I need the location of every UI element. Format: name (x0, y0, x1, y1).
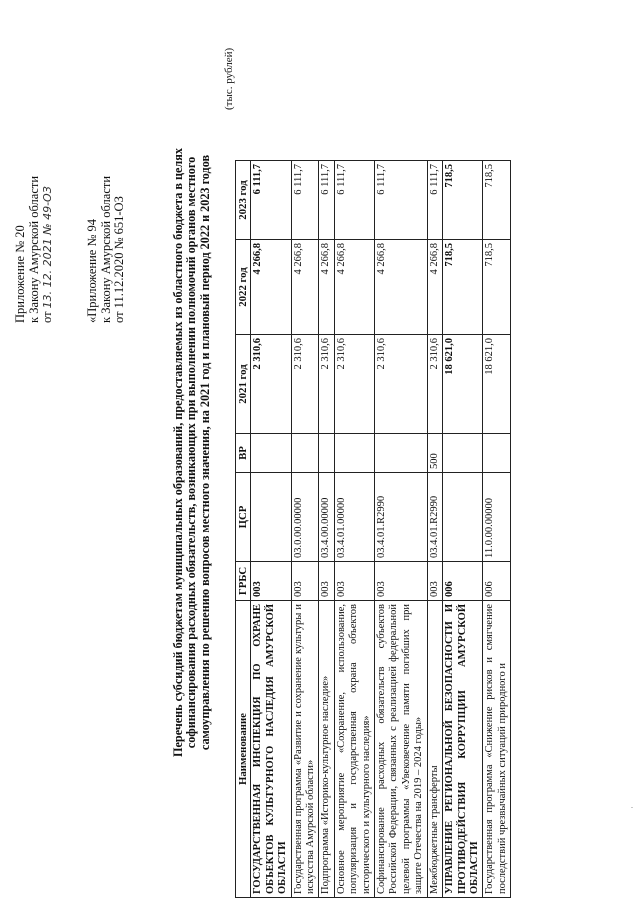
cell-2022: 718,5 (483, 240, 511, 335)
header-grbs: ГРБС (236, 562, 251, 601)
cell-2022: 4 266,8 (291, 240, 319, 335)
cell-2023: 718,5 (443, 161, 483, 240)
cell-name: Государственная программа «Снижение рисков и смягчение последствий чрезвычайных ситуаций природного и (483, 601, 511, 898)
table-row (291, 161, 319, 898)
cell-2023: 718,5 (483, 161, 511, 240)
cell-csr: 03.4.00.00000 (319, 473, 334, 562)
cell-csr: 03.4.01.00000 (334, 473, 374, 562)
cell-name: Межбюджетные трансферты (427, 601, 442, 898)
cell-name: Государственная программа «Развитие и сохранение культуры и искусства Амурской области» (291, 601, 319, 898)
table-row (334, 161, 374, 898)
header-2021: 2021 год (236, 335, 251, 434)
cell-2023: 6 111,7 (375, 161, 428, 240)
table-row (427, 161, 442, 898)
amended-appendix-date: от 11.12.2020 № 651-ОЗ (112, 196, 127, 323)
table-body (251, 161, 511, 898)
subsidies-table (235, 160, 511, 898)
cell-grbs: 006 (443, 562, 483, 601)
cell-grbs: 006 (483, 562, 511, 601)
cell-2022: 4 266,8 (427, 240, 442, 335)
header-2023: 2023 год (236, 161, 251, 240)
appendix-number: Приложение № 20 (13, 225, 27, 323)
cell-2023: 6 111,7 (319, 161, 334, 240)
cell-2021: 2 310,6 (375, 335, 428, 434)
cell-vr (334, 434, 374, 473)
cell-name: ГОСУДАРСТВЕННАЯ ИНСПЕКЦИЯ ПО ОХРАНЕ ОБЪЕКТОВ КУЛЬТУРНОГО НАСЛЕДИЯ АМУРСКОЙ ОБЛАСТИ (251, 601, 291, 898)
cell-2023: 6 111,7 (251, 161, 291, 240)
cell-grbs: 003 (319, 562, 334, 601)
cell-2023: 6 111,7 (291, 161, 319, 240)
cell-csr (251, 473, 291, 562)
header-csr: ЦСР (236, 473, 251, 562)
cell-2022: 718,5 (443, 240, 483, 335)
cell-name: Подпрограмма «Историко-культурное наследие» (319, 601, 334, 898)
cell-name: Софинансирование расходных обязательств субъектов Российской Федерации, связанных с реализацией федеральной целевой программы «Увековечение памяти погибших при защите Отечества на 2019 – 2024 годы» (375, 601, 428, 898)
cell-name: УПРАВЛЕНИЕ РЕГИОНАЛЬНОЙ БЕЗОПАСНОСТИ И ПРОТИВОДЕЙСТВИЯ КОРРУПЦИИ АМУРСКОЙ ОБЛАСТИ (443, 601, 483, 898)
cell-csr: 03.4.01.R2990 (427, 473, 442, 562)
cell-grbs: 003 (291, 562, 319, 601)
cell-name: Основное мероприятие «Сохранение, использование, популяризация и государственная охрана объектов исторического и культурного наследия» (334, 601, 374, 898)
header-2022: 2022 год (236, 240, 251, 335)
cell-vr (443, 434, 483, 473)
cell-vr (251, 434, 291, 473)
amended-appendix-header (86, 176, 127, 323)
cell-csr: 11.0.00.00000 (483, 473, 511, 562)
cell-2022: 4 266,8 (319, 240, 334, 335)
amended-appendix-law: к Закону Амурской области (98, 175, 113, 323)
cell-2022: 4 266,8 (251, 240, 291, 335)
header-name: Наименование (236, 601, 251, 898)
cell-vr (291, 434, 319, 473)
cell-csr: 03.4.01.R2990 (375, 473, 428, 562)
header-vr: ВР (236, 434, 251, 473)
table-row (375, 161, 428, 898)
cell-grbs: 003 (251, 562, 291, 601)
cell-2021: 18 621,0 (483, 335, 511, 434)
amended-appendix-number: «Приложение № 94 (85, 218, 99, 323)
cell-2021: 18 621,0 (443, 335, 483, 434)
cell-2021: 2 310,6 (427, 335, 442, 434)
cell-vr: 500 (427, 434, 442, 473)
cell-2021: 2 310,6 (334, 335, 374, 434)
cell-vr (375, 434, 428, 473)
cell-vr (319, 434, 334, 473)
cell-2021: 2 310,6 (251, 335, 291, 434)
appendix-date: от 13. 12. 2021 № 49-ОЗ (40, 186, 55, 323)
cell-csr (443, 473, 483, 562)
cell-csr: 03.0.00.00000 (291, 473, 319, 562)
table-row (251, 161, 291, 898)
handwritten-date: 13. 12. 2021 № 49-ОЗ (41, 186, 55, 309)
cell-grbs: 003 (375, 562, 428, 601)
cell-grbs: 003 (334, 562, 374, 601)
cell-2021: 2 310,6 (319, 335, 334, 434)
cell-2022: 4 266,8 (334, 240, 374, 335)
appendix-header (14, 176, 55, 323)
table-row (443, 161, 483, 898)
cell-2023: 6 111,7 (427, 161, 442, 240)
cell-2023: 6 111,7 (334, 161, 374, 240)
cell-2021: 2 310,6 (291, 335, 319, 434)
cell-grbs: 003 (427, 562, 442, 601)
units-label: (тыс. рублей) (223, 47, 235, 110)
table-row (319, 161, 334, 898)
cell-2022: 4 266,8 (375, 240, 428, 335)
table-row (483, 161, 511, 898)
cell-vr (483, 434, 511, 473)
scan-mark: ˙ (630, 806, 640, 809)
document-title: Перечень субсидий бюджетам муниципальных образований, предоставляемых из областного бюджета в целях софинансирования расходных обязательств, возникающих при выполнении полномочий органов местного самоуправления по решению вопросов местного значения, на 2021 год и плановый период 2022 и 2023 годов (171, 148, 212, 757)
appendix-law: к Закону Амурской области (26, 175, 41, 323)
table-header-row (236, 161, 251, 898)
